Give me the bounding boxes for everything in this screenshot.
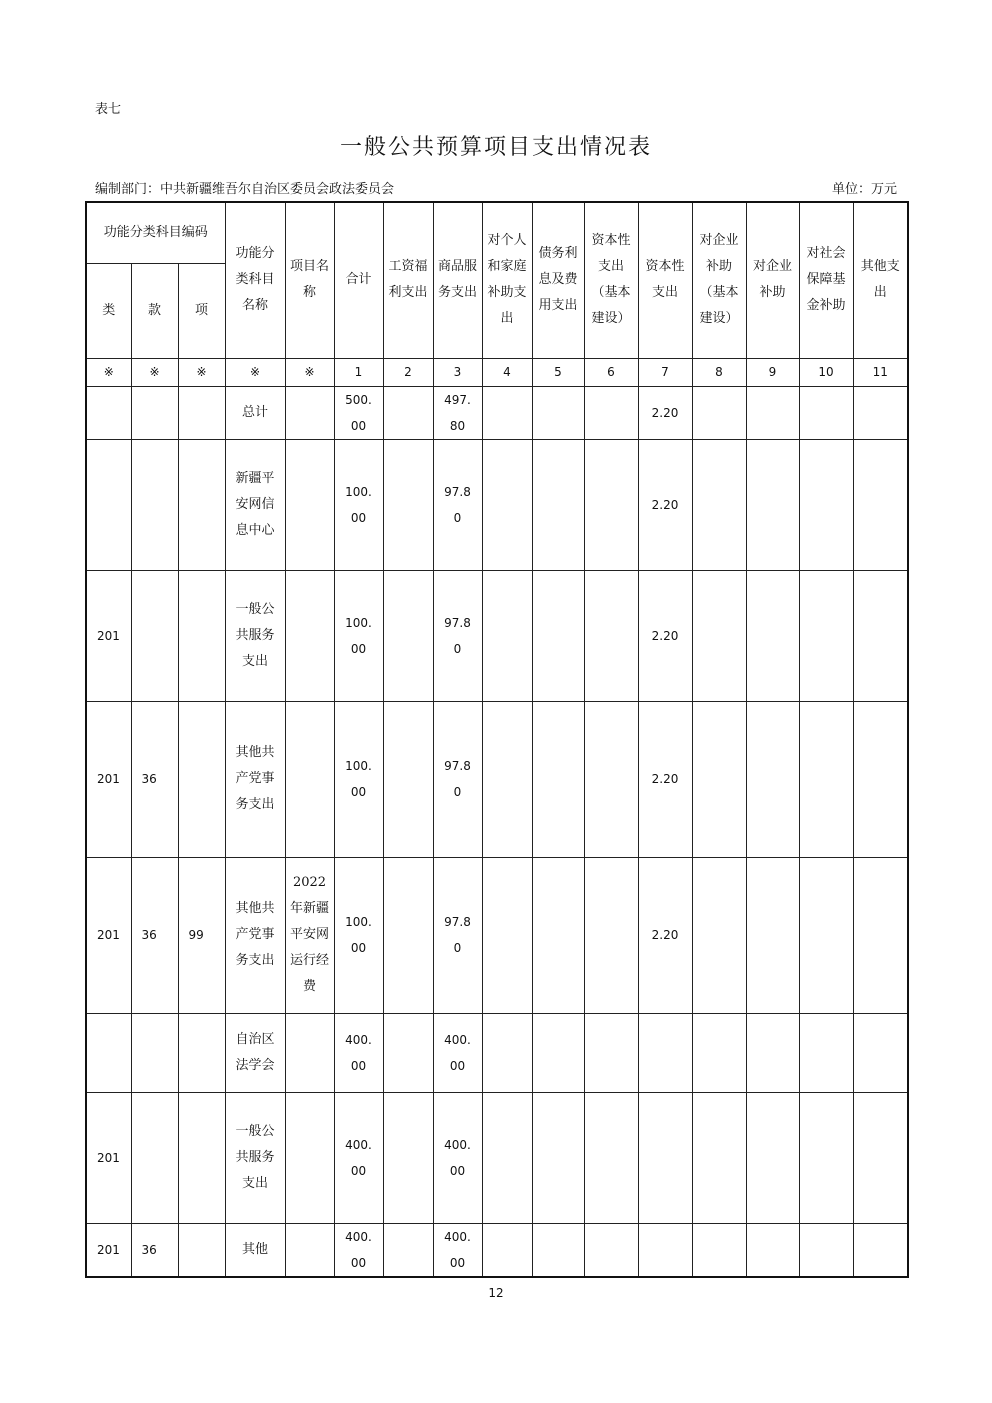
- cell-total-part: 00: [350, 1255, 367, 1270]
- cell-other: [853, 857, 908, 1013]
- header-debt: 债务利息及费用支出: [532, 202, 584, 358]
- cell-enterprise-basic: [692, 1092, 746, 1223]
- budget-table: [85, 201, 909, 1278]
- department-label: 编制部门：中共新疆维吾尔自治区委员会政法委员会: [95, 182, 395, 197]
- cell-kuan: [131, 439, 178, 570]
- cell-capital-basic: [584, 570, 638, 701]
- table-row: [86, 386, 908, 439]
- cell-goods-part: 0: [453, 641, 462, 656]
- cell-goods: [433, 1013, 482, 1092]
- cell-goods: [433, 1223, 482, 1277]
- cell-other: [853, 701, 908, 857]
- cell-enterprise: [746, 1092, 799, 1223]
- index-row: [86, 358, 908, 386]
- index-cell: 3: [433, 358, 482, 386]
- cell-project-name: [285, 570, 334, 701]
- cell-wage: [383, 701, 433, 857]
- cell-enterprise: [746, 1013, 799, 1092]
- header-xiang: 项: [178, 263, 225, 358]
- cell-goods-part: 0: [453, 941, 462, 955]
- cell-capital-basic: [584, 1223, 638, 1277]
- cell-personal: [482, 386, 532, 439]
- cell-wage: [383, 1223, 433, 1277]
- cell-goods: [433, 439, 482, 570]
- cell-social: [799, 701, 853, 857]
- table-row: [86, 1223, 908, 1277]
- cell-xiang: [178, 386, 225, 439]
- table-row: [86, 570, 908, 701]
- cell-lei: [86, 439, 131, 570]
- header-capital-basic: 资本性支出（基本建设）: [584, 202, 638, 358]
- cell-func-name: 自治区法学会: [225, 1013, 285, 1092]
- cell-total-part: 00: [350, 1058, 367, 1073]
- cell-wage: [383, 1013, 433, 1092]
- cell-goods-part: 0: [453, 510, 462, 525]
- cell-total-part: 00: [350, 941, 367, 955]
- cell-wage: [383, 857, 433, 1013]
- cell-kuan: [131, 570, 178, 701]
- cell-total: [334, 439, 383, 570]
- cell-wage: [383, 570, 433, 701]
- cell-project-name: [285, 1013, 334, 1092]
- cell-capital: [638, 1013, 692, 1092]
- cell-other: [853, 386, 908, 439]
- cell-lei: 201: [86, 857, 131, 1013]
- table-row: [86, 701, 908, 857]
- cell-total-part: 100.: [345, 915, 372, 929]
- index-cell: ※: [86, 358, 131, 386]
- cell-total-part: 00: [350, 510, 367, 525]
- cell-total: [334, 570, 383, 701]
- cell-capital: 2.20: [638, 857, 692, 1013]
- cell-xiang: [178, 701, 225, 857]
- cell-goods-part: 00: [449, 1255, 466, 1270]
- cell-total: [334, 1013, 383, 1092]
- header-total: 合计: [334, 202, 383, 358]
- header-kuan: 款: [131, 263, 178, 358]
- cell-goods: [433, 857, 482, 1013]
- cell-goods-part: 00: [449, 1163, 466, 1178]
- cell-other: [853, 1223, 908, 1277]
- cell-enterprise-basic: [692, 386, 746, 439]
- cell-personal: [482, 1223, 532, 1277]
- index-cell: ※: [285, 358, 334, 386]
- cell-goods: [433, 1092, 482, 1223]
- cell-kuan: 36: [131, 701, 178, 857]
- cell-lei: 201: [86, 1223, 131, 1277]
- index-cell: ※: [131, 358, 178, 386]
- cell-personal: [482, 1013, 532, 1092]
- cell-kuan: [131, 1013, 178, 1092]
- cell-enterprise-basic: [692, 439, 746, 570]
- cell-total: [334, 701, 383, 857]
- cell-project-name: [285, 439, 334, 570]
- cell-project-name: [285, 386, 334, 439]
- header-social: 对社会保障基金补助: [799, 202, 853, 358]
- cell-goods: [433, 386, 482, 439]
- cell-project-name: [285, 1223, 334, 1277]
- cell-capital: 2.20: [638, 701, 692, 857]
- cell-total: [334, 857, 383, 1013]
- cell-kuan: 36: [131, 857, 178, 1013]
- cell-debt: [532, 1223, 584, 1277]
- cell-debt: [532, 386, 584, 439]
- cell-total-part: 400.: [345, 1032, 372, 1047]
- cell-kuan: [131, 1092, 178, 1223]
- cell-social: [799, 1092, 853, 1223]
- cell-debt: [532, 439, 584, 570]
- cell-debt: [532, 857, 584, 1013]
- cell-enterprise-basic: [692, 570, 746, 701]
- index-cell: 10: [799, 358, 853, 386]
- cell-goods-part: 00: [449, 1058, 466, 1073]
- header-project-name: 项目名称: [285, 202, 334, 358]
- cell-kuan: [131, 386, 178, 439]
- cell-goods-part: 97.8: [444, 615, 471, 630]
- cell-personal: [482, 439, 532, 570]
- cell-debt: [532, 1092, 584, 1223]
- index-cell: ※: [225, 358, 285, 386]
- header-func-name: 功能分类科目名称: [225, 202, 285, 358]
- cell-func-name: 一般公共服务支出: [225, 1092, 285, 1223]
- table-row: [86, 1013, 908, 1092]
- page-number: 12: [488, 1286, 504, 1300]
- cell-total-part: 00: [350, 785, 367, 799]
- cell-capital: [638, 1092, 692, 1223]
- cell-goods: [433, 570, 482, 701]
- index-cell: 7: [638, 358, 692, 386]
- cell-enterprise: [746, 701, 799, 857]
- page-title: 一般公共预算项目支出情况表: [339, 135, 652, 160]
- header-enterprise: 对企业补助: [746, 202, 799, 358]
- cell-lei: [86, 1013, 131, 1092]
- cell-total-part: 00: [350, 641, 367, 656]
- cell-wage: [383, 386, 433, 439]
- cell-debt: [532, 1013, 584, 1092]
- cell-total: [334, 1092, 383, 1223]
- header-capital: 资本性支出: [638, 202, 692, 358]
- cell-personal: [482, 857, 532, 1013]
- index-cell: 5: [532, 358, 584, 386]
- cell-other: [853, 1013, 908, 1092]
- cell-total: [334, 386, 383, 439]
- cell-personal: [482, 570, 532, 701]
- cell-social: [799, 386, 853, 439]
- cell-enterprise: [746, 857, 799, 1013]
- cell-lei: 201: [86, 701, 131, 857]
- cell-xiang: [178, 1013, 225, 1092]
- cell-goods: [433, 701, 482, 857]
- cell-capital-basic: [584, 1013, 638, 1092]
- header-wage: 工资福利支出: [383, 202, 433, 358]
- cell-xiang: [178, 439, 225, 570]
- header-other: 其他支出: [853, 202, 908, 358]
- cell-wage: [383, 439, 433, 570]
- cell-personal: [482, 701, 532, 857]
- cell-capital-basic: [584, 439, 638, 570]
- cell-enterprise: [746, 570, 799, 701]
- cell-wage: [383, 1092, 433, 1223]
- cell-social: [799, 1223, 853, 1277]
- cell-capital: 2.20: [638, 386, 692, 439]
- cell-other: [853, 570, 908, 701]
- cell-total-part: 500.: [345, 392, 372, 407]
- cell-enterprise: [746, 1223, 799, 1277]
- index-cell: 9: [746, 358, 799, 386]
- cell-func-name: 新疆平安网信息中心: [225, 439, 285, 570]
- table-label: 表七: [95, 102, 122, 117]
- cell-goods-part: 97.8: [444, 759, 471, 773]
- table-row: [86, 439, 908, 570]
- cell-func-name: 总计: [225, 386, 285, 439]
- index-cell: 6: [584, 358, 638, 386]
- index-cell: 1: [334, 358, 383, 386]
- cell-enterprise-basic: [692, 1223, 746, 1277]
- header-enterprise-basic: 对企业补助（基本建设）: [692, 202, 746, 358]
- cell-social: [799, 1013, 853, 1092]
- cell-capital-basic: [584, 701, 638, 857]
- cell-total-part: 00: [350, 1163, 367, 1178]
- table-row: [86, 857, 908, 1013]
- cell-project-name: 2022年新疆平安网运行经费: [285, 857, 334, 1013]
- cell-capital: 2.20: [638, 570, 692, 701]
- unit-label: 单位：万元: [831, 182, 897, 197]
- cell-func-name: 其他共产党事务支出: [225, 701, 285, 857]
- cell-capital: 2.20: [638, 439, 692, 570]
- cell-debt: [532, 570, 584, 701]
- cell-xiang: [178, 1223, 225, 1277]
- header-personal: 对个人和家庭补助支出: [482, 202, 532, 358]
- cell-other: [853, 439, 908, 570]
- cell-total-part: 400.: [345, 1137, 372, 1152]
- cell-debt: [532, 701, 584, 857]
- cell-goods-part: 97.8: [444, 915, 471, 929]
- cell-kuan: 36: [131, 1223, 178, 1277]
- cell-func-name: 其他: [225, 1223, 285, 1277]
- cell-goods-part: 400.: [444, 1137, 471, 1152]
- cell-enterprise-basic: [692, 701, 746, 857]
- cell-project-name: [285, 1092, 334, 1223]
- cell-social: [799, 570, 853, 701]
- cell-capital: [638, 1223, 692, 1277]
- cell-total: [334, 1223, 383, 1277]
- cell-total-part: 400.: [345, 1229, 372, 1244]
- cell-capital-basic: [584, 857, 638, 1013]
- cell-lei: [86, 386, 131, 439]
- header-lei: 类: [86, 263, 131, 358]
- cell-xiang: [178, 1092, 225, 1223]
- cell-capital-basic: [584, 1092, 638, 1223]
- cell-enterprise: [746, 439, 799, 570]
- cell-total-part: 00: [350, 418, 367, 433]
- header-func-code: 功能分类科目编码: [86, 202, 225, 263]
- header-goods: 商品服务支出: [433, 202, 482, 358]
- index-cell: 4: [482, 358, 532, 386]
- index-cell: 8: [692, 358, 746, 386]
- cell-goods-part: 497.: [444, 392, 471, 407]
- table-row: [86, 1092, 908, 1223]
- index-cell: ※: [178, 358, 225, 386]
- cell-social: [799, 857, 853, 1013]
- cell-enterprise-basic: [692, 857, 746, 1013]
- cell-total-part: 100.: [345, 759, 372, 773]
- cell-social: [799, 439, 853, 570]
- index-cell: 2: [383, 358, 433, 386]
- cell-goods-part: 97.8: [444, 484, 471, 499]
- cell-total-part: 100.: [345, 484, 372, 499]
- cell-func-name: 其他共产党事务支出: [225, 857, 285, 1013]
- cell-xiang: 99: [178, 857, 225, 1013]
- cell-enterprise: [746, 386, 799, 439]
- cell-func-name: 一般公共服务支出: [225, 570, 285, 701]
- cell-total-part: 100.: [345, 615, 372, 630]
- cell-lei: 201: [86, 1092, 131, 1223]
- cell-xiang: [178, 570, 225, 701]
- cell-goods-part: 0: [453, 785, 462, 799]
- cell-lei: 201: [86, 570, 131, 701]
- cell-other: [853, 1092, 908, 1223]
- cell-goods-part: 400.: [444, 1229, 471, 1244]
- cell-project-name: [285, 701, 334, 857]
- cell-goods-part: 400.: [444, 1032, 471, 1047]
- cell-enterprise-basic: [692, 1013, 746, 1092]
- cell-goods-part: 80: [449, 418, 466, 433]
- cell-capital-basic: [584, 386, 638, 439]
- index-cell: 11: [853, 358, 908, 386]
- cell-personal: [482, 1092, 532, 1223]
